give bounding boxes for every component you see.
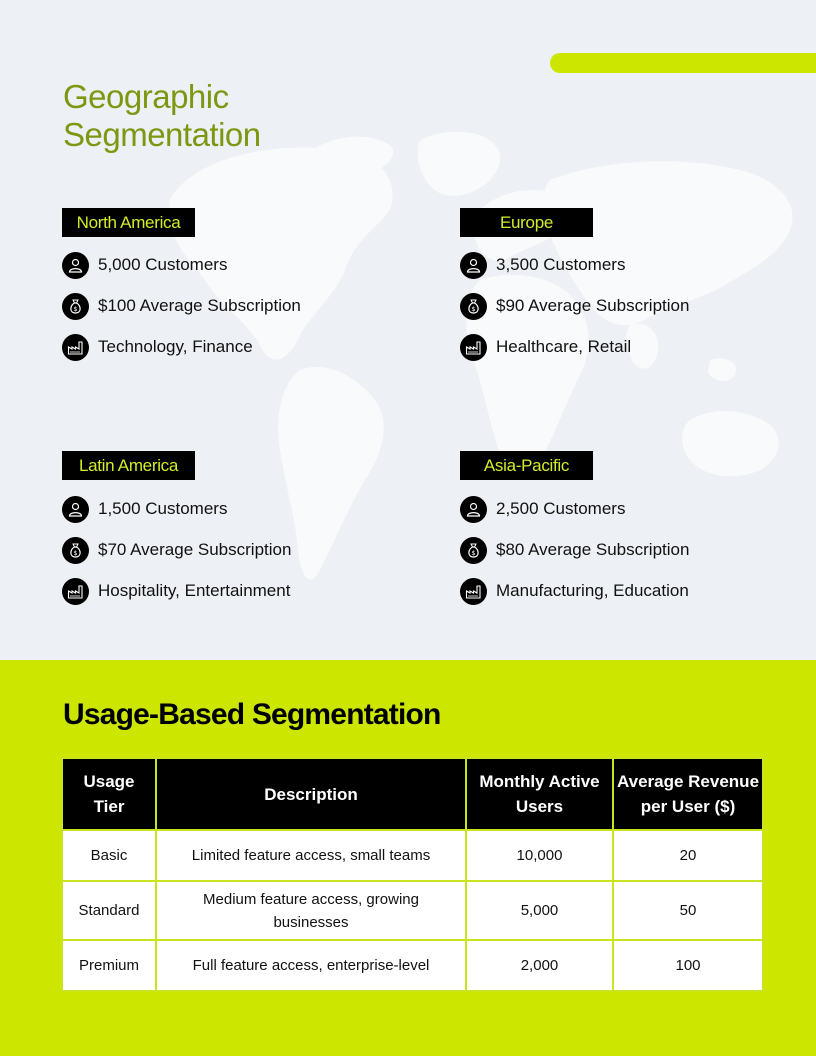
money-bag-icon — [62, 293, 89, 320]
cell-monthly-active-users: 2,000 — [466, 940, 613, 991]
customer-icon — [460, 252, 487, 279]
cell-tier: Basic — [62, 830, 156, 881]
geographic-title — [63, 78, 363, 154]
stat-customers — [62, 251, 402, 279]
table-row — [62, 830, 763, 881]
usage-table — [61, 757, 764, 992]
stat-industries — [460, 577, 800, 605]
geographic-title-line1: Geographic — [63, 78, 229, 115]
factory-icon — [460, 578, 487, 605]
cell-tier: Premium — [62, 940, 156, 991]
money-bag-icon — [460, 537, 487, 564]
cell-tier: Standard — [62, 881, 156, 940]
stat-customers — [62, 495, 402, 523]
svg-text:$: $ — [471, 549, 476, 557]
stat-industries — [460, 333, 800, 361]
stat-text: 2,500 Customers — [496, 499, 626, 518]
stat-text: 5,000 Customers — [98, 255, 228, 274]
header-description: Description — [156, 758, 466, 830]
cell-description: Limited feature access, small teams — [156, 830, 466, 881]
geographic-title-line2: Segmentation — [63, 116, 261, 153]
header-usage-tier: Usage Tier — [62, 758, 156, 830]
cell-average-revenue: 20 — [613, 830, 763, 881]
customer-icon — [62, 496, 89, 523]
stat-text: $100 Average Subscription — [98, 296, 301, 315]
stat-text: $80 Average Subscription — [496, 540, 690, 559]
stat-industries — [62, 333, 402, 361]
stat-text: Hospitality, Entertainment — [98, 581, 291, 600]
factory-icon — [62, 578, 89, 605]
stat-customers — [460, 495, 800, 523]
svg-text:$: $ — [73, 549, 78, 557]
stat-subscription — [62, 536, 402, 564]
svg-text:$: $ — [471, 305, 476, 313]
svg-text:$: $ — [73, 305, 78, 313]
region-north-america — [62, 208, 402, 361]
stat-text: Manufacturing, Education — [496, 581, 689, 600]
stat-subscription — [62, 292, 402, 320]
region-latin-america — [62, 451, 402, 605]
region-europe — [460, 208, 800, 361]
stat-text: 3,500 Customers — [496, 255, 626, 274]
factory-icon — [460, 334, 487, 361]
stat-customers — [460, 251, 800, 279]
stat-text: $70 Average Subscription — [98, 540, 292, 559]
stat-subscription — [460, 536, 800, 564]
usage-section — [0, 660, 816, 1056]
usage-title: Usage-Based Segmentation — [63, 698, 441, 731]
header-monthly-active-users: Monthly Active Users — [466, 758, 613, 830]
cell-monthly-active-users: 5,000 — [466, 881, 613, 940]
cell-description: Full feature access, enterprise-level — [156, 940, 466, 991]
table-row — [62, 881, 763, 940]
cell-description: Medium feature access, growing businesses — [156, 881, 466, 940]
stat-text: $90 Average Subscription — [496, 296, 690, 315]
region-tag: Europe — [460, 208, 593, 237]
money-bag-icon — [62, 537, 89, 564]
region-asia-pacific — [460, 451, 800, 605]
stat-industries — [62, 577, 402, 605]
stat-text: Technology, Finance — [98, 337, 253, 356]
table-row — [62, 940, 763, 991]
region-tag: North America — [62, 208, 195, 237]
cell-monthly-active-users: 10,000 — [466, 830, 613, 881]
factory-icon — [62, 334, 89, 361]
table-header-row — [62, 758, 763, 830]
region-tag: Latin America — [62, 451, 195, 480]
money-bag-icon — [460, 293, 487, 320]
stat-text: Healthcare, Retail — [496, 337, 632, 356]
stat-text: 1,500 Customers — [98, 499, 228, 518]
header-average-revenue: Average Revenue per User ($) — [613, 758, 763, 830]
accent-bar — [550, 53, 816, 73]
cell-average-revenue: 100 — [613, 940, 763, 991]
customer-icon — [62, 252, 89, 279]
region-tag: Asia-Pacific — [460, 451, 593, 480]
cell-average-revenue: 50 — [613, 881, 763, 940]
stat-subscription — [460, 292, 800, 320]
customer-icon — [460, 496, 487, 523]
